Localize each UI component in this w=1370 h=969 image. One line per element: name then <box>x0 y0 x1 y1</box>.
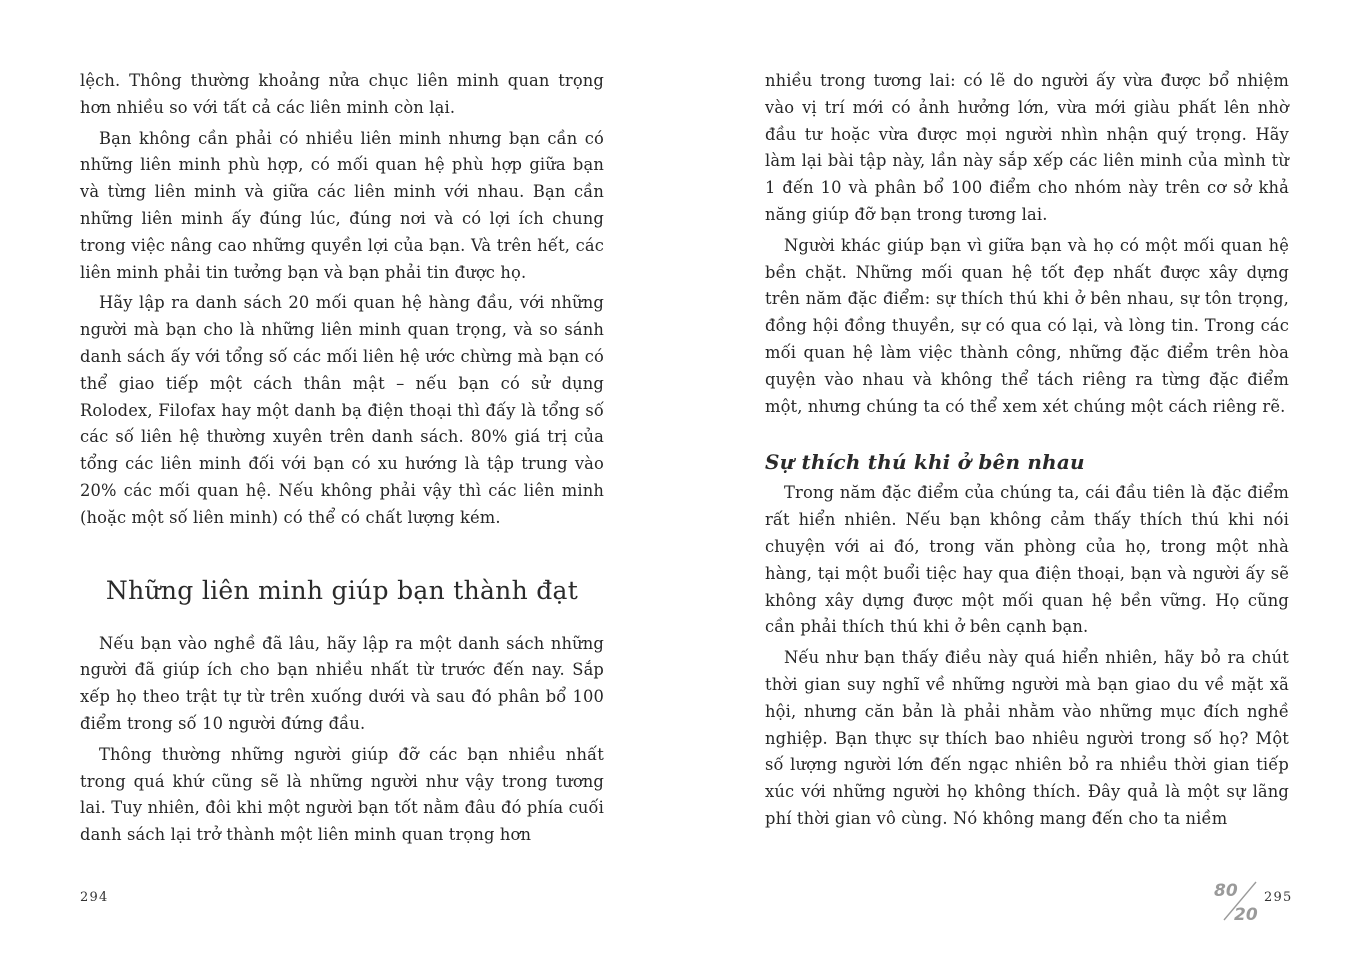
body-paragraph: Nếu bạn vào nghề đã lâu, hãy lập ra một danh sách những người đã giúp ích cho bạn nhiều nhất từ trước đến nay. Sắp xếp họ theo trật tự từ trên xuống dưới và sau đó phân bổ 100 điểm trong số 10 người đứng đầu. <box>80 633 604 733</box>
body-paragraph: Hãy lập ra danh sách 20 mối quan hệ hàng đầu, với những người mà bạn cho là những liên minh quan trọng, và so sánh danh sách ấy với tổng số các mối liên hệ ước chừng mà bạn có thể giao tiếp một cách thân mật – nếu bạn có sử dụng Rolodex, Filofax hay một danh bạ điện thoại thì đấy là tổng số các số liên hệ thường xuyên trên danh sách. 80% giá trị của tổng các liên minh đối với bạn có xu hướng là tập trung vào 20% các mối quan hệ. Nếu không phải vậy thì các liên minh (hoặc một số liên minh) có thể có chất lượng kém. <box>80 293 604 527</box>
section-heading: Những liên minh giúp bạn thành đạt <box>105 575 579 605</box>
body-paragraph: nhiều trong tương lai: có lẽ do người ấy vừa được bổ nhiệm vào vị trí mới có ảnh hưởng lớn, vừa mới giàu phất lên nhờ đầu tư hoặc vừa được mọi người nhìn nhận quý trọng. Hãy làm lại bài tập này, lần này sắp xếp các liên minh của mình từ 1 đến 10 và phân bổ 100 điểm cho nhóm này trên cơ sở khả năng giúp đỡ bạn trong tương lai. <box>765 71 1289 224</box>
logo-top-number: 80 <box>1214 881 1238 901</box>
left-page <box>80 68 604 853</box>
logo-bottom-number: 20 <box>1234 905 1258 924</box>
subsection-heading: Sự thích thú khi ở bên nhau <box>765 450 1085 475</box>
body-paragraph: Nếu như bạn thấy điều này quá hiển nhiên, hãy bỏ ra chút thời gian suy nghĩ về những người mà bạn giao du về mặt xã hội, nhưng căn bản là phải nhằm vào những mục đích nghề nghiệp. Bạn thực sự thích bao nhiêu người trong số họ? Một số lượng người lớn đến ngạc nhiên bỏ ra nhiều thời gian tiếp xúc với những người họ không thích. Đây quả là một sự lãng phí thời gian vô cùng. Nó không mang đến cho ta niềm <box>765 648 1289 828</box>
body-paragraph: lệch. Thông thường khoảng nửa chục liên minh quan trọng hơn nhiều so với tất cả các liên minh còn lại. <box>80 71 604 117</box>
body-paragraph: Thông thường những người giúp đỡ các bạn nhiều nhất trong quá khứ cũng sẽ là những người như vậy trong tương lai. Tuy nhiên, đôi khi một người bạn tốt nằm đâu đó phía cuối danh sách lại trở thành một liên minh quan trọng hơn <box>80 744 604 845</box>
page-number-left: 294 <box>80 890 109 905</box>
body-paragraph: Trong năm đặc điểm của chúng ta, cái đầu tiên là đặc điểm rất hiển nhiên. Nếu bạn không cảm thấy thích thú khi nói chuyện với ai đó, trong văn phòng của họ, trong một nhà hàng, tại một buổi tiệc hay qua điện thoại, bạn và người ấy sẽ không xây dựng được một mối quan hệ bền vững. Họ cũng cần phải thích thú khi ở bên cạnh bạn. <box>765 483 1289 637</box>
book-logo <box>1212 878 1262 924</box>
page-number-right: 295 <box>1264 890 1293 905</box>
body-paragraph: Bạn không cần phải có nhiều liên minh nhưng bạn cần có những liên minh phù hợp, có mối quan hệ phù hợp giữa bạn và từng liên minh và giữa các liên minh với nhau. Bạn cần những liên minh ấy đúng lúc, đúng nơi và có lợi ích chung trong việc nâng cao những quyền lợi của bạn. Và trên hết, các liên minh phải tin tưởng bạn và bạn phải tin được họ. <box>80 128 604 282</box>
right-page <box>765 68 1289 837</box>
body-paragraph: Người khác giúp bạn vì giữa bạn và họ có một mối quan hệ bền chặt. Những mối quan hệ tốt đẹp nhất được xây dựng trên năm đặc điểm: sự thích thú khi ở bên nhau, sự tôn trọng, đồng hội đồng thuyền, sự có qua có lại, và lòng tin. Trong các mối quan hệ làm việc thành công, những đặc điểm trên hòa quyện vào nhau và không thể tách riêng ra từng đặc điểm một, nhưng chúng ta có thể xem xét chúng một cách riêng rẽ. <box>765 235 1289 416</box>
